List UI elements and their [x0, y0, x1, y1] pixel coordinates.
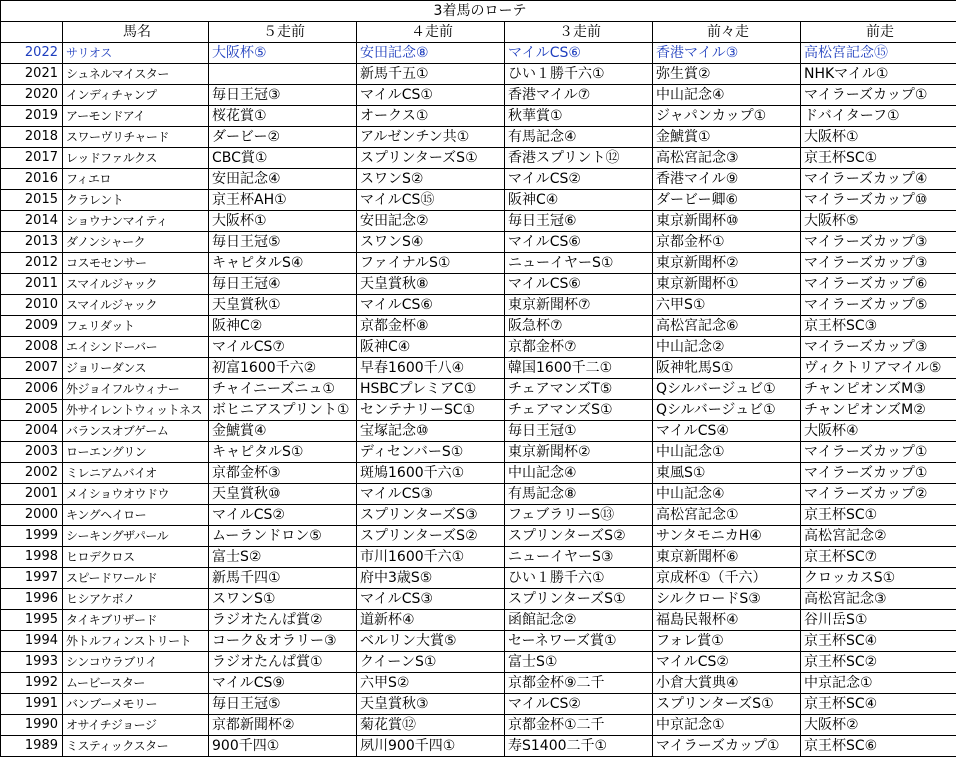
race1-cell[interactable]: マイラーズカップ⑤	[801, 295, 956, 316]
horse-name-cell[interactable]: コスモセンサー	[63, 253, 209, 274]
race4-cell[interactable]: 菊花賞⑫	[357, 715, 505, 736]
horse-name-cell[interactable]: スマイルジャック	[63, 274, 209, 295]
table-row	[1, 631, 956, 652]
horse-name-cell[interactable]: バランスオブゲーム	[63, 421, 209, 442]
year-cell[interactable]: 1999	[1, 526, 63, 547]
header-cell-race2[interactable]: 前々走	[653, 22, 801, 43]
race3-cell[interactable]: マイルCS②	[505, 694, 653, 715]
race5-cell[interactable]: ムーランドロン⑤	[209, 526, 357, 547]
table-row	[1, 673, 956, 694]
year-cell[interactable]: 2001	[1, 484, 63, 505]
year-cell[interactable]: 2015	[1, 190, 63, 211]
table-row	[1, 148, 956, 169]
header-cell-race1[interactable]: 前走	[801, 22, 956, 43]
race5-cell[interactable]: 京王杯AH①	[209, 190, 357, 211]
horse-name-cell[interactable]: 外サイレントウィットネス	[63, 400, 209, 421]
race2-cell[interactable]: フォレ賞①	[653, 631, 801, 652]
race1-cell[interactable]: マイラーズカップ①	[801, 442, 956, 463]
race4-cell[interactable]: 天皇賞秋⑧	[357, 274, 505, 295]
horse-name-cell[interactable]: タイキブリザード	[63, 610, 209, 631]
year-cell[interactable]: 2004	[1, 421, 63, 442]
horse-name-cell[interactable]: シーキングザパール	[63, 526, 209, 547]
year-cell[interactable]: 2006	[1, 379, 63, 400]
race5-cell[interactable]: 京都新聞杯②	[209, 715, 357, 736]
race1-cell[interactable]: 京王杯SC①	[801, 505, 956, 526]
race1-cell[interactable]: 大阪杯⑤	[801, 211, 956, 232]
year-cell[interactable]: 1997	[1, 568, 63, 589]
horse-name-cell[interactable]: ミレニアムバイオ	[63, 463, 209, 484]
year-cell[interactable]: 2014	[1, 211, 63, 232]
year-cell[interactable]: 1989	[1, 736, 63, 757]
race1-cell[interactable]: マイラーズカップ①	[801, 85, 956, 106]
race4-cell[interactable]: スプリンターズS②	[357, 526, 505, 547]
race1-cell[interactable]: ヴィクトリアマイル⑤	[801, 358, 956, 379]
race3-cell[interactable]: 京都金杯⑨二千	[505, 673, 653, 694]
year-cell[interactable]: 2016	[1, 169, 63, 190]
race5-cell[interactable]: ラジオたんぱ賞②	[209, 610, 357, 631]
race2-cell[interactable]: 中山記念①	[653, 442, 801, 463]
year-cell[interactable]: 2017	[1, 148, 63, 169]
table-row	[1, 232, 956, 253]
header-cell-race5[interactable]: ５走前	[209, 22, 357, 43]
race3-cell[interactable]: 函館記念②	[505, 610, 653, 631]
race5-cell[interactable]: 毎日王冠⑤	[209, 232, 357, 253]
race4-cell[interactable]: 宝塚記念⑩	[357, 421, 505, 442]
race3-cell[interactable]: スプリンターズS②	[505, 526, 653, 547]
table-row	[1, 715, 956, 736]
horse-name-cell[interactable]: バンブーメモリー	[63, 694, 209, 715]
race5-cell[interactable]: ラジオたんぱ賞①	[209, 652, 357, 673]
race5-cell[interactable]: マイルCS②	[209, 505, 357, 526]
race3-cell[interactable]: 毎日王冠①	[505, 421, 653, 442]
race2-cell[interactable]: 福島民報杯④	[653, 610, 801, 631]
race2-cell[interactable]: 東京新聞杯⑩	[653, 211, 801, 232]
year-cell[interactable]: 2018	[1, 127, 63, 148]
race5-cell[interactable]: キャピタルS④	[209, 253, 357, 274]
race3-cell[interactable]: ひい１勝千六①	[505, 568, 653, 589]
race4-cell[interactable]: アルゼンチン共①	[357, 127, 505, 148]
race4-cell[interactable]: 斑鳩1600千六①	[357, 463, 505, 484]
horse-name-cell[interactable]: フェリダット	[63, 316, 209, 337]
race4-cell[interactable]: ベルリン大賞⑤	[357, 631, 505, 652]
table-row	[1, 421, 956, 442]
race3-cell[interactable]: 京都金杯①二千	[505, 715, 653, 736]
year-cell[interactable]: 1998	[1, 547, 63, 568]
race2-cell[interactable]: マイラーズカップ①	[653, 736, 801, 757]
horse-name-cell[interactable]: オサイチジョージ	[63, 715, 209, 736]
race5-cell[interactable]: 安田記念④	[209, 169, 357, 190]
table-row	[1, 505, 956, 526]
race1-cell[interactable]: マイラーズカップ⑩	[801, 190, 956, 211]
title-row	[1, 1, 956, 22]
race4-cell[interactable]: 阪神C④	[357, 337, 505, 358]
header-row	[1, 22, 956, 43]
race5-cell[interactable]: 富士S②	[209, 547, 357, 568]
horse-name-cell[interactable]: インディチャンプ	[63, 85, 209, 106]
horse-name-cell[interactable]: シンコウラブリイ	[63, 652, 209, 673]
year-cell[interactable]: 1991	[1, 694, 63, 715]
race2-cell[interactable]: ジャパンカップ①	[653, 106, 801, 127]
table-row	[1, 652, 956, 673]
race4-cell[interactable]: 市川1600千六①	[357, 547, 505, 568]
horse-name-cell[interactable]: キングヘイロー	[63, 505, 209, 526]
race3-cell[interactable]: 有馬記念④	[505, 127, 653, 148]
race4-cell[interactable]: 六甲S②	[357, 673, 505, 694]
race2-cell[interactable]: 中山記念④	[653, 484, 801, 505]
race3-cell[interactable]: 阪急杯⑦	[505, 316, 653, 337]
year-cell[interactable]: 2013	[1, 232, 63, 253]
horse-name-cell[interactable]: ヒシアケボノ	[63, 589, 209, 610]
horse-name-cell[interactable]: ローエングリン	[63, 442, 209, 463]
year-cell[interactable]: 1993	[1, 652, 63, 673]
table-row	[1, 736, 956, 757]
year-cell[interactable]: 2011	[1, 274, 63, 295]
year-cell[interactable]: 2009	[1, 316, 63, 337]
race4-cell[interactable]: マイルCS③	[357, 589, 505, 610]
race5-cell[interactable]: 新馬千四①	[209, 568, 357, 589]
year-cell[interactable]: 2000	[1, 505, 63, 526]
table-row	[1, 106, 956, 127]
race4-cell[interactable]: オークス①	[357, 106, 505, 127]
table-row	[1, 379, 956, 400]
race4-cell[interactable]: 京都金杯⑧	[357, 316, 505, 337]
year-cell[interactable]: 2007	[1, 358, 63, 379]
race1-cell[interactable]: マイラーズカップ⑥	[801, 274, 956, 295]
year-cell[interactable]: 1990	[1, 715, 63, 736]
race2-cell[interactable]: 東京新聞杯⑥	[653, 547, 801, 568]
horse-name-cell[interactable]: エイシンドーバー	[63, 337, 209, 358]
race1-cell[interactable]: 大阪杯②	[801, 715, 956, 736]
race3-cell[interactable]: ニューイヤーS①	[505, 253, 653, 274]
table-row	[1, 568, 956, 589]
race1-cell[interactable]: マイラーズカップ①	[801, 463, 956, 484]
race2-cell[interactable]: シルクロードS③	[653, 589, 801, 610]
race5-cell[interactable]: チャイニーズニュ①	[209, 379, 357, 400]
table-row	[1, 295, 956, 316]
race1-cell[interactable]: 大阪杯①	[801, 127, 956, 148]
race2-cell[interactable]: 金鯱賞①	[653, 127, 801, 148]
race3-cell[interactable]: フェブラリーS⑬	[505, 505, 653, 526]
race5-cell[interactable]: 大阪杯⑤	[209, 43, 357, 64]
table-row	[1, 169, 956, 190]
horse-name-cell[interactable]: シュネルマイスター	[63, 64, 209, 85]
race4-cell[interactable]: マイルCS①	[357, 85, 505, 106]
race2-cell[interactable]: Qシルバージュビ①	[653, 379, 801, 400]
race5-cell[interactable]: 桜花賞①	[209, 106, 357, 127]
race5-cell[interactable]: マイルCS⑦	[209, 337, 357, 358]
race3-cell[interactable]: 富士S①	[505, 652, 653, 673]
race2-cell[interactable]: 高松宮記念⑥	[653, 316, 801, 337]
race5-cell[interactable]: 金鯱賞④	[209, 421, 357, 442]
race4-cell[interactable]: 府中3歳S⑤	[357, 568, 505, 589]
race4-cell[interactable]: クイーンS①	[357, 652, 505, 673]
race1-cell[interactable]: 京王杯SC⑦	[801, 547, 956, 568]
race2-cell[interactable]: ダービー卿⑥	[653, 190, 801, 211]
race2-cell[interactable]: 中山記念②	[653, 337, 801, 358]
table-row	[1, 442, 956, 463]
table-row	[1, 43, 956, 64]
race4-cell[interactable]: スプリンターズS①	[357, 148, 505, 169]
table-row	[1, 547, 956, 568]
race2-cell[interactable]: 中京記念①	[653, 715, 801, 736]
race3-cell[interactable]: 阪神C④	[505, 190, 653, 211]
race5-cell[interactable]: 毎日王冠④	[209, 274, 357, 295]
race5-cell[interactable]: 阪神C②	[209, 316, 357, 337]
race3-cell[interactable]: 香港スプリント⑫	[505, 148, 653, 169]
race5-cell[interactable]: 天皇賞秋①	[209, 295, 357, 316]
race3-cell[interactable]: 香港マイル⑦	[505, 85, 653, 106]
horse-name-cell[interactable]: スワーヴリチャード	[63, 127, 209, 148]
race2-cell[interactable]: 小倉大賞典④	[653, 673, 801, 694]
race2-cell[interactable]: マイルCS②	[653, 652, 801, 673]
race4-cell[interactable]: 道新杯④	[357, 610, 505, 631]
table-row	[1, 589, 956, 610]
horse-name-cell[interactable]: アーモンドアイ	[63, 106, 209, 127]
horse-name-cell[interactable]: ヒロデクロス	[63, 547, 209, 568]
race2-cell[interactable]: 弥生賞②	[653, 64, 801, 85]
race1-cell[interactable]: 京王杯SC④	[801, 631, 956, 652]
race5-cell[interactable]: スワンS①	[209, 589, 357, 610]
race2-cell[interactable]: Qシルバージュビ①	[653, 400, 801, 421]
horse-name-cell[interactable]: ジョリーダンス	[63, 358, 209, 379]
race1-cell[interactable]: マイラーズカップ②	[801, 484, 956, 505]
year-cell[interactable]: 1994	[1, 631, 63, 652]
race5-cell[interactable]: 初富1600千六②	[209, 358, 357, 379]
race3-cell[interactable]: 東京新聞杯②	[505, 442, 653, 463]
horse-name-cell[interactable]: スピードワールド	[63, 568, 209, 589]
horse-name-cell[interactable]: スマイルジャック	[63, 295, 209, 316]
race1-cell[interactable]: チャンピオンズM②	[801, 400, 956, 421]
race5-cell[interactable]: CBC賞①	[209, 148, 357, 169]
table-row	[1, 526, 956, 547]
horse-name-cell[interactable]: メイショウオウドウ	[63, 484, 209, 505]
race1-cell[interactable]: 京王杯SC⑥	[801, 736, 956, 757]
race3-cell[interactable]: セーネワーズ賞①	[505, 631, 653, 652]
race1-cell[interactable]: チャンピオンズM③	[801, 379, 956, 400]
header-cell-race4[interactable]: ４走前	[357, 22, 505, 43]
race5-cell[interactable]: 京都金杯③	[209, 463, 357, 484]
race1-cell[interactable]: 高松宮記念②	[801, 526, 956, 547]
race2-cell[interactable]: 香港マイル③	[653, 43, 801, 64]
race5-cell[interactable]: ボヒニアスプリント①	[209, 400, 357, 421]
race2-cell[interactable]: 阪神牝馬S①	[653, 358, 801, 379]
race4-cell[interactable]: 新馬千五①	[357, 64, 505, 85]
header-cell-horse[interactable]: 馬名	[63, 22, 209, 43]
race4-cell[interactable]: スワンS④	[357, 232, 505, 253]
horse-name-cell[interactable]: ショウナンマイティ	[63, 211, 209, 232]
table-row	[1, 400, 956, 421]
horse-name-cell[interactable]: サリオス	[63, 43, 209, 64]
table-row	[1, 358, 956, 379]
horse-name-cell[interactable]: ダノンシャーク	[63, 232, 209, 253]
race5-cell[interactable]	[209, 64, 357, 85]
race4-cell[interactable]: HSBCプレミアC①	[357, 379, 505, 400]
race2-cell[interactable]: 東風S①	[653, 463, 801, 484]
race4-cell[interactable]: 早春1600千八④	[357, 358, 505, 379]
table-row	[1, 463, 956, 484]
race3-cell[interactable]: マイルCS⑥	[505, 274, 653, 295]
race3-cell[interactable]: 京都金杯⑦	[505, 337, 653, 358]
year-cell[interactable]: 2008	[1, 337, 63, 358]
race3-cell[interactable]: マイルCS⑥	[505, 232, 653, 253]
table-title[interactable]: 3着馬のローテ	[1, 1, 956, 22]
race2-cell[interactable]: 東京新聞杯①	[653, 274, 801, 295]
table-row	[1, 190, 956, 211]
race1-cell[interactable]: マイラーズカップ③	[801, 232, 956, 253]
race4-cell[interactable]: ファイナルS①	[357, 253, 505, 274]
table-row	[1, 85, 956, 106]
race4-cell[interactable]: マイルCS⑮	[357, 190, 505, 211]
race1-cell[interactable]: 大阪杯④	[801, 421, 956, 442]
year-cell[interactable]: 2010	[1, 295, 63, 316]
race3-cell[interactable]: ひい１勝千六①	[505, 64, 653, 85]
race3-cell[interactable]: チェアマンズS①	[505, 400, 653, 421]
race2-cell[interactable]: 香港マイル⑨	[653, 169, 801, 190]
race4-cell[interactable]: マイルCS③	[357, 484, 505, 505]
year-cell[interactable]: 1992	[1, 673, 63, 694]
race1-cell[interactable]: マイラーズカップ③	[801, 337, 956, 358]
race1-cell[interactable]: NHKマイル①	[801, 64, 956, 85]
race3-cell[interactable]: 中山記念④	[505, 463, 653, 484]
race5-cell[interactable]: ダービー②	[209, 127, 357, 148]
race4-cell[interactable]: スプリンターズS③	[357, 505, 505, 526]
race5-cell[interactable]: マイルCS⑨	[209, 673, 357, 694]
race2-cell[interactable]: 京成杯①（千六）	[653, 568, 801, 589]
table-row	[1, 253, 956, 274]
year-cell[interactable]: 2019	[1, 106, 63, 127]
race2-cell[interactable]: 六甲S①	[653, 295, 801, 316]
race3-cell[interactable]: 毎日王冠⑥	[505, 211, 653, 232]
table-row	[1, 211, 956, 232]
race2-cell[interactable]: 中山記念④	[653, 85, 801, 106]
race5-cell[interactable]: 900千四①	[209, 736, 357, 757]
horse-name-cell[interactable]: レッドファルクス	[63, 148, 209, 169]
race2-cell[interactable]: マイルCS④	[653, 421, 801, 442]
race1-cell[interactable]: 谷川岳S①	[801, 610, 956, 631]
race2-cell[interactable]: 高松宮記念③	[653, 148, 801, 169]
race1-cell[interactable]: 京王杯SC①	[801, 148, 956, 169]
year-cell[interactable]: 2012	[1, 253, 63, 274]
race1-cell[interactable]: マイラーズカップ③	[801, 253, 956, 274]
race2-cell[interactable]: スプリンターズS①	[653, 694, 801, 715]
race3-cell[interactable]: 東京新聞杯⑦	[505, 295, 653, 316]
table-row	[1, 610, 956, 631]
race1-cell[interactable]: クロッカスS①	[801, 568, 956, 589]
race4-cell[interactable]: 夙川900千四①	[357, 736, 505, 757]
table-row	[1, 316, 956, 337]
race2-cell[interactable]: 京都金杯①	[653, 232, 801, 253]
table-row	[1, 484, 956, 505]
race1-cell[interactable]: 高松宮記念⑮	[801, 43, 956, 64]
race1-cell[interactable]: 中京記念①	[801, 673, 956, 694]
race4-cell[interactable]: スワンS②	[357, 169, 505, 190]
race3-cell[interactable]: 寿S1400二千①	[505, 736, 653, 757]
race4-cell[interactable]: マイルCS⑥	[357, 295, 505, 316]
horse-name-cell[interactable]: ムービースター	[63, 673, 209, 694]
race1-cell[interactable]: 京王杯SC②	[801, 652, 956, 673]
race5-cell[interactable]: 天皇賞秋⑩	[209, 484, 357, 505]
table-row	[1, 337, 956, 358]
race3-cell[interactable]: マイルCS②	[505, 169, 653, 190]
race4-cell[interactable]: 安田記念②	[357, 211, 505, 232]
race5-cell[interactable]: 毎日王冠③	[209, 85, 357, 106]
year-cell[interactable]: 1995	[1, 610, 63, 631]
race3-cell[interactable]: 韓国1600千二①	[505, 358, 653, 379]
race5-cell[interactable]: 大阪杯①	[209, 211, 357, 232]
race2-cell[interactable]: 東京新聞杯②	[653, 253, 801, 274]
race3-cell[interactable]: スプリンターズS①	[505, 589, 653, 610]
race3-cell[interactable]: マイルCS⑥	[505, 43, 653, 64]
race1-cell[interactable]: 京王杯SC④	[801, 694, 956, 715]
race4-cell[interactable]: 天皇賞秋③	[357, 694, 505, 715]
horse-name-cell[interactable]: フィエロ	[63, 169, 209, 190]
race4-cell[interactable]: ディセンバーS①	[357, 442, 505, 463]
race1-cell[interactable]: マイラーズカップ④	[801, 169, 956, 190]
race5-cell[interactable]: 毎日王冠⑤	[209, 694, 357, 715]
horse-name-cell[interactable]: ミスティックスター	[63, 736, 209, 757]
race5-cell[interactable]: コーク＆オラリー③	[209, 631, 357, 652]
horse-name-cell[interactable]: クラレント	[63, 190, 209, 211]
header-cell-race3[interactable]: ３走前	[505, 22, 653, 43]
table-row	[1, 694, 956, 715]
table-row	[1, 274, 956, 295]
horse-name-cell[interactable]: 外ジョイフルウィナー	[63, 379, 209, 400]
table-row	[1, 64, 956, 85]
race2-cell[interactable]: 高松宮記念①	[653, 505, 801, 526]
table-row	[1, 127, 956, 148]
horse-name-cell[interactable]: 外トルフィンストリート	[63, 631, 209, 652]
race4-cell[interactable]: センテナリーSC①	[357, 400, 505, 421]
year-cell[interactable]: 2020	[1, 85, 63, 106]
race4-cell[interactable]: 安田記念⑧	[357, 43, 505, 64]
race1-cell[interactable]: 高松宮記念③	[801, 589, 956, 610]
header-cell-year[interactable]	[1, 22, 63, 43]
race3-cell[interactable]: 有馬記念⑧	[505, 484, 653, 505]
race5-cell[interactable]: キャピタルS①	[209, 442, 357, 463]
year-cell[interactable]: 2022	[1, 43, 63, 64]
race3-cell[interactable]: チェアマンズT⑤	[505, 379, 653, 400]
race3-cell[interactable]: ニューイヤーS③	[505, 547, 653, 568]
year-cell[interactable]: 2021	[1, 64, 63, 85]
race1-cell[interactable]: ドバイターフ①	[801, 106, 956, 127]
year-cell[interactable]: 2002	[1, 463, 63, 484]
year-cell[interactable]: 2005	[1, 400, 63, 421]
race3-cell[interactable]: 秋華賞①	[505, 106, 653, 127]
year-cell[interactable]: 1996	[1, 589, 63, 610]
year-cell[interactable]: 2003	[1, 442, 63, 463]
race1-cell[interactable]: 京王杯SC③	[801, 316, 956, 337]
race2-cell[interactable]: サンタモニカH④	[653, 526, 801, 547]
